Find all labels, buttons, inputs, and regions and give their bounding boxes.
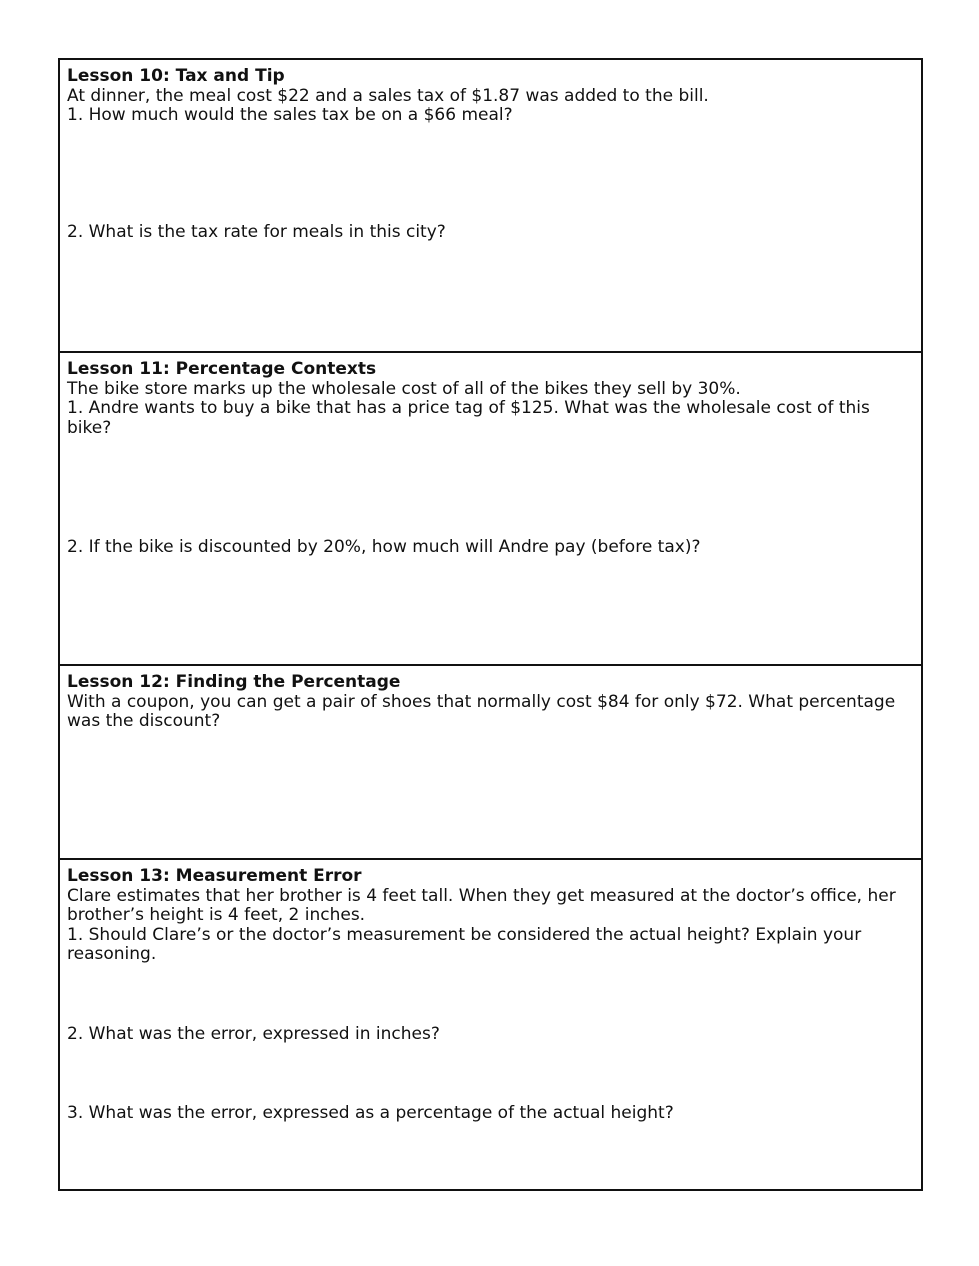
lesson-11-title: Lesson 11: Percentage Contexts [67,359,377,379]
lesson-11-section [60,351,921,664]
lesson-13-intro: Clare estimates that her brother is 4 feet tall. When they get measured at the doctor’s office, her brother’s height is 4 feet, 2 inches. [67,885,896,925]
lesson-10-question-1: 1. How much would the sales tax be on a $66 meal? [67,105,513,125]
lesson-10-intro: At dinner, the meal cost $22 and a sales tax of $1.87 was added to the bill. [67,85,709,106]
lesson-12-section [60,664,921,858]
lesson-13-question-3: 3. What was the error, expressed as a percentage of the actual height? [67,1103,674,1123]
lesson-13-title: Lesson 13: Measurement Error [67,866,362,886]
lesson-11-question-1: 1. Andre wants to buy a bike that has a price tag of $125. What was the wholesale cost of this bike? [67,398,870,438]
lesson-10-section [60,60,921,351]
lesson-10-title: Lesson 10: Tax and Tip [67,66,285,86]
lesson-12-title: Lesson 12: Finding the Percentage [67,672,401,692]
lesson-13-section [60,858,921,1189]
lesson-11-question-2: 2. If the bike is discounted by 20%, how much will Andre pay (before tax)? [67,537,701,557]
lesson-10-question-2: 2. What is the tax rate for meals in this city? [67,222,446,242]
lesson-12-question: With a coupon, you can get a pair of shoes that normally cost $84 for only $72. What percentage was the discount? [67,691,896,731]
lesson-11-intro: The bike store marks up the wholesale cost of all of the bikes they sell by 30%. [67,378,741,399]
worksheet [58,58,923,1191]
lesson-13-question-2: 2. What was the error, expressed in inches? [67,1024,440,1044]
lesson-13-question-1: 1. Should Clare’s or the doctor’s measurement be considered the actual height? Explain your reasoning. [67,924,862,964]
